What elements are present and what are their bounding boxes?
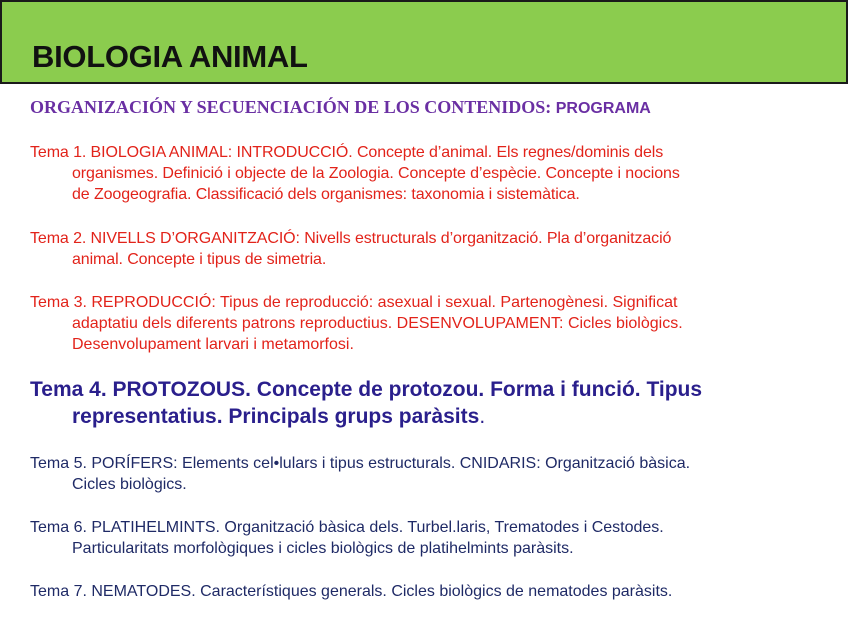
- topic-7: [30, 581, 830, 602]
- topic-4-line-1: Tema 4. PROTOZOUS. Concepte de protozou. Forma i funció. Tipus: [30, 378, 703, 401]
- topic-1-line-3: de Zoogeografia. Classificació dels organismes: taxonomia i sistemàtica.: [72, 186, 580, 203]
- topic-3-line-1: Tema 3. REPRODUCCIÓ: Tipus de reproducció: asexual i sexual. Partenogènesi. Significat: [30, 294, 678, 311]
- topic-4-line-2: representatius. Principals grups paràsits: [72, 405, 480, 428]
- topic-1-line-2: organismes. Definició i objecte de la Zoologia. Concepte d’espècie. Concepte i nocions: [72, 165, 680, 182]
- topic-5-line-2: Cicles biològics.: [72, 476, 187, 493]
- topic-4-trailing-period: .: [479, 405, 486, 428]
- topic-6-line-2: Particularitats morfològiques i cicles biològics de platihelmints paràsits.: [72, 540, 574, 557]
- topic-5: [30, 453, 830, 495]
- topic-2: [30, 228, 830, 270]
- topic-2-line-2: animal. Concepte i tipus de simetria.: [72, 251, 327, 268]
- topic-4-line-2-wrap: [30, 403, 830, 430]
- topic-5-line-1: Tema 5. PORÍFERS: Elements cel•lulars i tipus estructurals. CNIDARIS: Organització bàsica.: [30, 455, 691, 472]
- topic-1-line-1: Tema 1. BIOLOGIA ANIMAL: INTRODUCCIÓ. Concepte d’animal. Els regnes/dominis dels: [30, 144, 664, 161]
- topic-6: [30, 517, 830, 559]
- subheading-serif-part: ORGANIZACIÓN Y SECUENCIACIÓN DE LOS CONTENIDOS:: [30, 97, 556, 117]
- title-bar: [0, 0, 848, 84]
- topic-3-line-2: adaptatiu dels diferents patrons reproductius. DESENVOLUPAMENT: Cicles biològics.: [72, 315, 683, 332]
- topic-2-line-1: Tema 2. NIVELLS D’ORGANITZACIÓ: Nivells estructurals d’organització. Pla d’organització: [30, 230, 672, 247]
- topic-3: [30, 292, 830, 355]
- topic-7-line-1: Tema 7. NEMATODES. Característiques generals. Cicles biològics de nematodes paràsits.: [30, 583, 673, 600]
- topic-4: [30, 376, 830, 430]
- section-subheading: [30, 97, 651, 118]
- subheading-sans-part: PROGRAMA: [555, 100, 651, 117]
- slide-title: BIOLOGIA ANIMAL: [32, 39, 308, 74]
- topic-6-line-1: Tema 6. PLATIHELMINTS. Organització bàsica dels. Turbel.laris, Trematodes i Cestodes.: [30, 519, 664, 536]
- topic-3-line-3: Desenvolupament larvari i metamorfosi.: [72, 336, 354, 353]
- topic-1: [30, 142, 830, 205]
